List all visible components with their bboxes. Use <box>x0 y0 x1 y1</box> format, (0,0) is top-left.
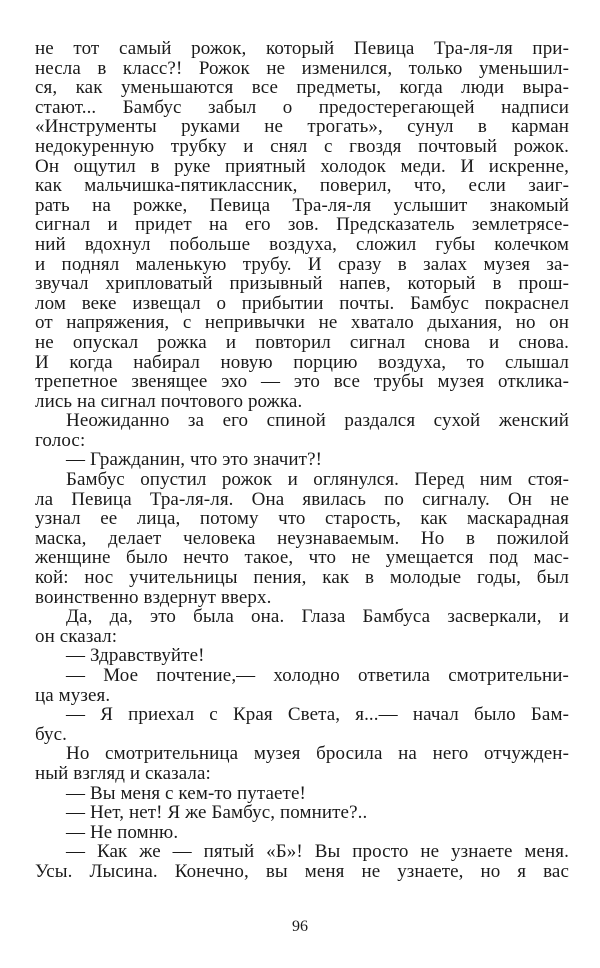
paragraph <box>35 666 569 705</box>
text-line: женщине было нечто такое, что не умещается под мас- <box>35 547 569 569</box>
paragraph <box>35 803 569 823</box>
text-line: как мальчишка-пятиклассник, поверил, что, если заиг- <box>35 175 569 197</box>
text-line: от напряжения, с непривычки не хватало дыхания, но он <box>35 312 569 334</box>
text-line: узнал ее лица, потому что старость, как маскарадная <box>35 508 569 530</box>
page-number: 96 <box>292 918 308 935</box>
text-line: воинственно вздернут вверх. <box>35 586 272 608</box>
text-line: — Как же — пятый «Б»! Вы просто не узнаете меня. <box>66 841 569 863</box>
paragraph <box>35 646 569 666</box>
text-line: Неожиданно за его спиной раздался сухой женский <box>66 410 569 432</box>
paragraph <box>35 411 569 450</box>
text-line: И когда набирал новую порцию воздуха, то слышал <box>35 351 569 373</box>
text-line: «Инструменты руками не трогать», сунул в карман <box>35 116 569 138</box>
paragraph <box>35 784 569 804</box>
text-line: маска, делает человека неузнаваемым. Но в пожилой <box>35 527 569 549</box>
body-text <box>35 39 569 882</box>
text-line: он сказал: <box>35 625 118 647</box>
text-line: Но смотрительница музея бросила на него отчужден- <box>66 743 569 765</box>
text-line: — Здравствуйте! <box>66 645 205 667</box>
paragraph <box>35 39 569 411</box>
text-line: Он ощутил в руке приятный холодок меди. И искренне, <box>35 155 569 177</box>
text-line: не тот самый рожок, который Певица Тра-ля-ля при- <box>35 38 569 59</box>
paragraph <box>35 823 569 843</box>
paragraph <box>35 744 569 783</box>
text-line: бус. <box>35 723 68 745</box>
text-line: кой: нос учительницы пения, как в молодые годы, был <box>35 567 569 589</box>
text-line: несла в класс?! Рожок не изменился, только уменьшил- <box>35 57 569 79</box>
text-line: — Не помню. <box>66 821 179 843</box>
text-line: ца музея. <box>35 684 111 706</box>
paragraph <box>35 607 569 646</box>
text-line: — Мое почтение,— холодно ответила смотрительни- <box>66 665 569 686</box>
text-line: голос: <box>35 429 86 451</box>
text-line: — Вы меня с кем-то путаете! <box>66 782 306 804</box>
text-line: Бамбус опустил рожок и оглянулся. Перед ним стоя- <box>66 469 569 491</box>
text-line: лом веке извещал о прибытии почты. Бамбус покраснел <box>35 292 569 314</box>
paragraph <box>35 450 569 470</box>
text-line: сигнал и придет на его зов. Предсказатель землетрясе- <box>35 214 569 236</box>
text-line: — Гражданин, что это значит?! <box>66 449 323 471</box>
text-line: Да, да, это была она. Глаза Бамбуса засверкали, и <box>66 606 569 628</box>
paragraph <box>35 842 569 881</box>
text-line: недокуренную трубку и снял с гвоздя почтовый рожок. <box>35 135 569 157</box>
text-line: не опускал рожка и повторил сигнал снова и снова. <box>35 331 569 353</box>
text-line: ся, как уменьшаются все предметы, когда люди выра- <box>35 77 569 99</box>
paragraph <box>35 705 569 744</box>
text-line: стают... Бамбус забыл о предостерегающей надписи <box>35 96 569 118</box>
text-line: лись на сигнал почтового рожка. <box>35 390 303 412</box>
text-line: ла Певица Тра-ля-ля. Она явилась по сигналу. Он не <box>35 488 569 510</box>
text-line: рать на рожке, Певица Тра-ля-ля услышит знакомый <box>35 194 569 216</box>
text-line: трепетное звенящее эхо — это все трубы музея отклика- <box>35 371 569 393</box>
text-line: звучал хрипловатый призывный напев, который в прош- <box>35 273 569 295</box>
text-line: ний вдохнул побольше воздуха, сложил губы колечком <box>35 233 569 255</box>
text-line: Усы. Лысина. Конечно, вы меня не узнаете, но я вас <box>35 860 569 882</box>
paragraph <box>35 470 569 607</box>
text-line: ный взгляд и сказала: <box>35 762 211 784</box>
text-line: и поднял маленькую трубу. И сразу в залах музея за- <box>35 253 569 275</box>
text-line: — Я приехал с Края Света, я...— начал было Бам- <box>66 704 569 726</box>
text-line: — Нет, нет! Я же Бамбус, помните?.. <box>66 802 368 824</box>
